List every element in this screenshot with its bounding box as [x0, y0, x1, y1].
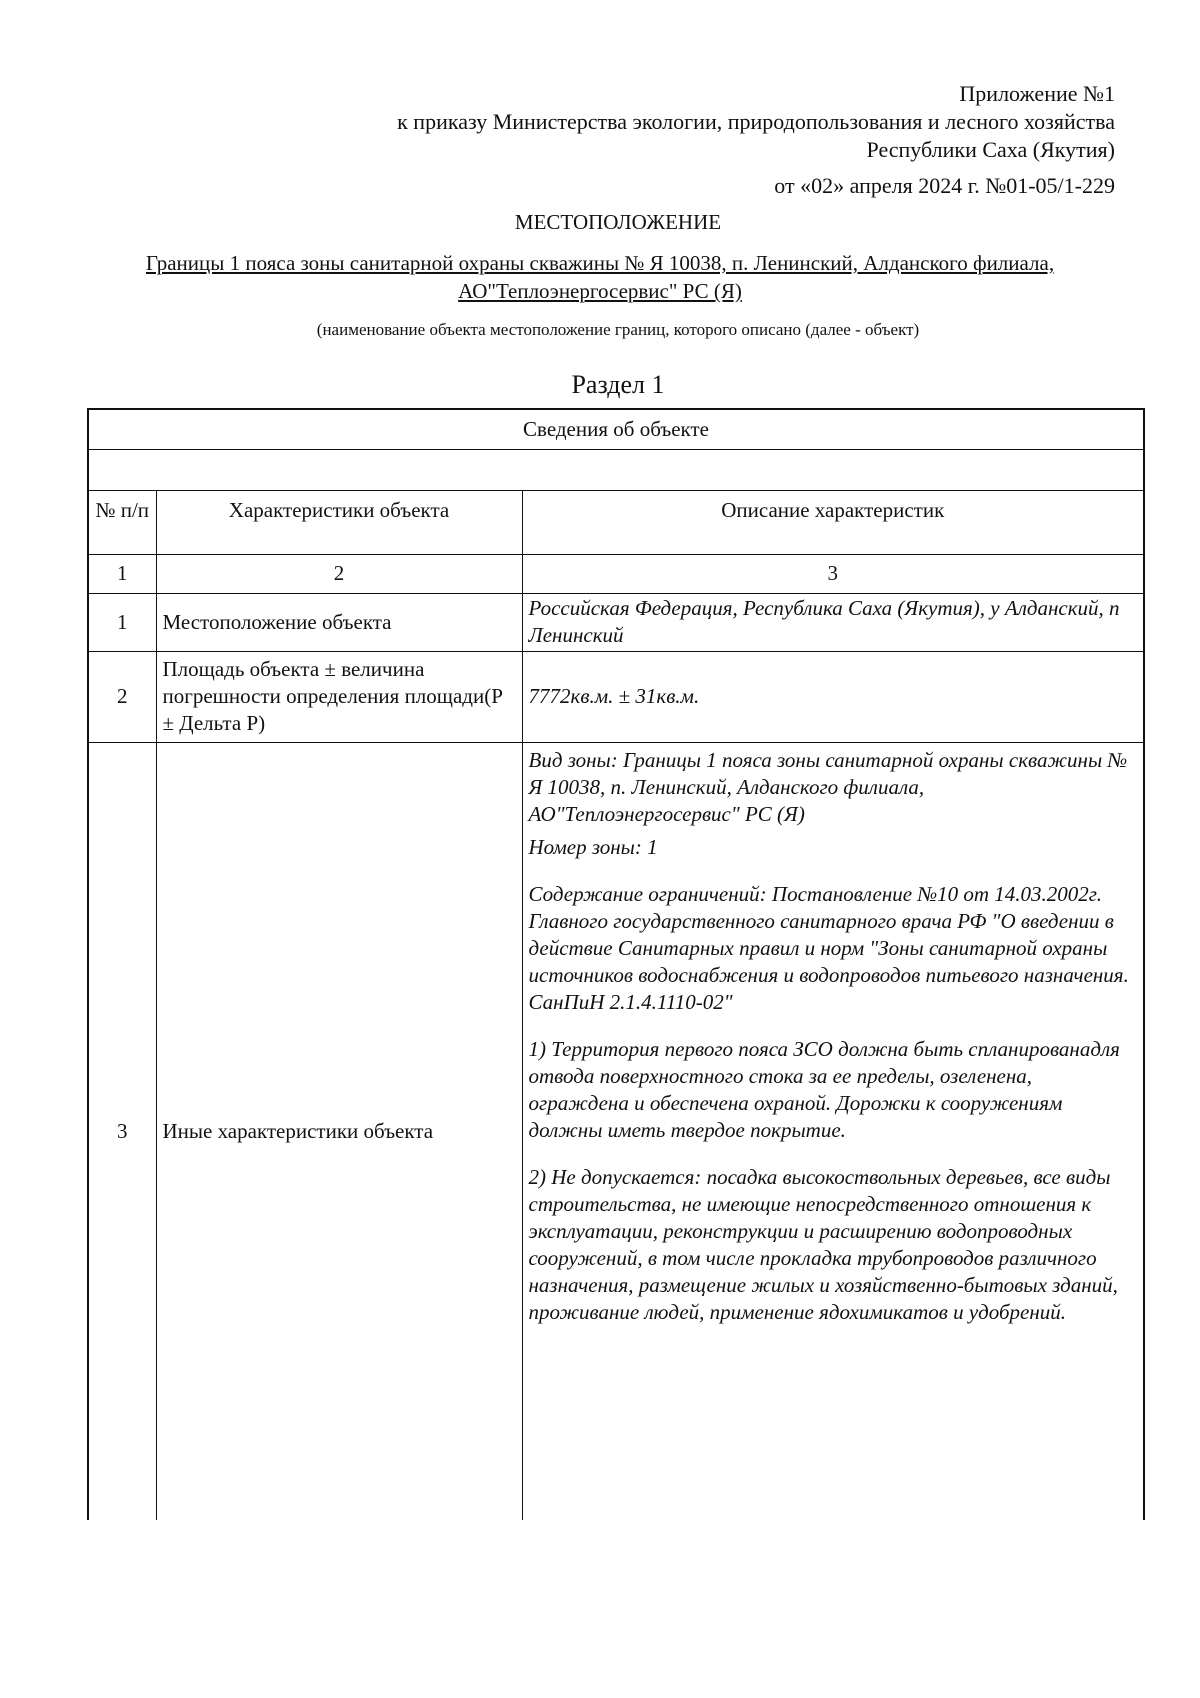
empty-cell [88, 449, 1144, 490]
table-empty-row [88, 449, 1144, 490]
row-num: 1 [88, 593, 156, 651]
col-number-2: 2 [156, 554, 522, 593]
header-num: № п/п [88, 490, 156, 554]
table-row [88, 742, 1144, 1520]
row-description [522, 742, 1144, 1520]
order-date: от «02» апреля 2024 г. №01-05/1-229 [774, 173, 1115, 198]
row-description: Российская Федерация, Республика Саха (Якутия), у Алданский, п Ленинский [522, 593, 1144, 651]
column-number-row [88, 554, 1144, 593]
row-characteristic: Площадь объекта ± величина погрешности определения площади(P ± Дельта P) [156, 651, 522, 742]
order-line-2: Республики Саха (Якутия) [866, 137, 1115, 162]
restrictions-text: Содержание ограничений: Постановление №10 от 14.03.2002г. Главного государственного санитарного врача РФ "О введении в действие Санитарных правил и норм "Зоны санитарной охраны источников водоснабжения и водопроводов питьевого назначения. СанПиН 2.1.4.1110-02" [528, 881, 1129, 1014]
table-row [88, 593, 1144, 651]
col-number-3: 3 [522, 554, 1144, 593]
subject-line-1: Границы 1 пояса зоны санитарной охраны скважины № Я 10038, п. Ленинский, Алданского филиала, [145, 251, 1055, 275]
table-header-row [88, 490, 1144, 554]
zone-number-text: Номер зоны: 1 [528, 834, 658, 859]
subject-line-2: АО"Теплоэнергосервис" РС (Я) [458, 279, 742, 303]
row-characteristic: Местоположение объекта [156, 593, 522, 651]
table-row [88, 651, 1144, 742]
restriction-item-1: 1) Территория первого пояса ЗСО должна быть спланированадля отвода поверхностного стока за ее пределы, озеленена, ограждена и обеспечена охраной. Дорожки к сооружениям должны иметь твердое покрытие. [528, 1036, 1120, 1142]
header-characteristic: Характеристики объекта [156, 490, 522, 554]
row-num: 2 [88, 651, 156, 742]
restriction-item-2: 2) Не допускается: посадка высокоствольных деревьев, все виды строительства, не имеющие непосредственного отношения к эксплуатации, реконструкции и расширению водопроводных сооружений, в том числе прокладка трубопроводов различного назначения, размещение жилых и хозяйственно-бытовых зданий, проживание людей, применение ядохимикатов и удобрений. [528, 1164, 1118, 1324]
header-description: Описание характеристик [522, 490, 1144, 554]
appendix-label: Приложение №1 [959, 81, 1115, 106]
row-description: 7772кв.м. ± 31кв.м. [522, 651, 1144, 742]
object-info-table [87, 408, 1145, 1520]
zone-type-text: Вид зоны: Границы 1 пояса зоны санитарной охраны скважины № Я 10038, п. Ленинский, Алданского филиала, АО"Теплоэнергосервис" РС (Я) [528, 747, 1128, 826]
row-num: 3 [88, 742, 156, 1520]
document-title: МЕСТОПОЛОЖЕНИЕ [514, 210, 722, 234]
order-line-1: к приказу Министерства экологии, природопользования и лесного хозяйства [397, 109, 1115, 134]
table-caption-row [88, 409, 1144, 449]
col-number-1: 1 [88, 554, 156, 593]
subject-note: (наименование объекта местоположение границ, которого описано (далее - объект) [316, 320, 920, 339]
row-characteristic: Иные характеристики объекта [156, 742, 522, 1520]
section-title: Раздел 1 [571, 370, 665, 399]
table-caption: Сведения об объекте [88, 409, 1144, 449]
object-info-table-wrap [87, 408, 1144, 1520]
